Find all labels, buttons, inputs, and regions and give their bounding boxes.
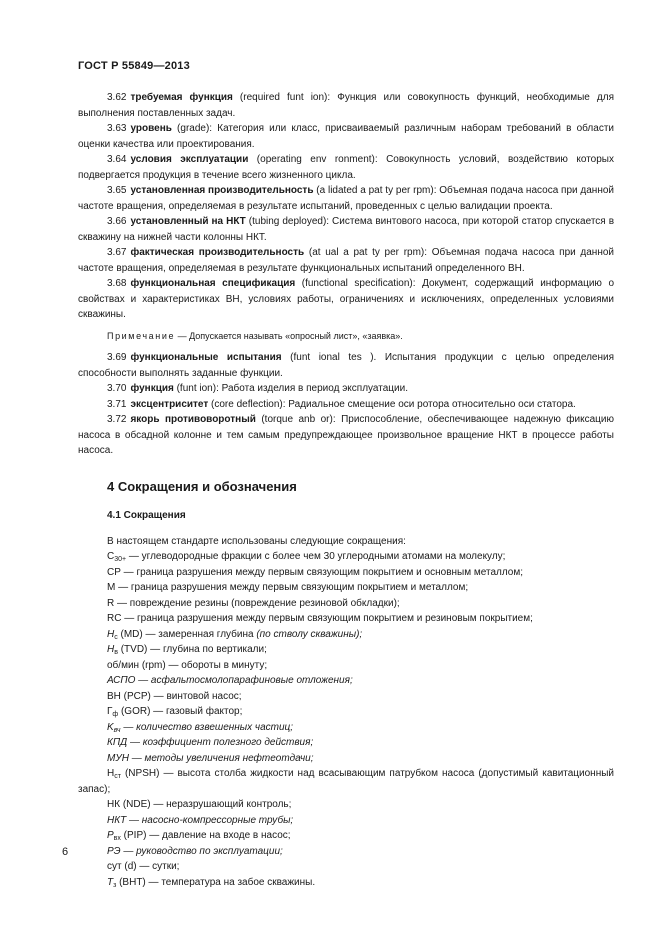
symbol-main: P [107, 830, 114, 841]
term-number: 3.64 [107, 154, 127, 165]
symbol-subscript: 30+ [114, 556, 127, 563]
abbr-text: (BHT) — температура на забое скважины. [116, 876, 316, 888]
symbol-subscript: c [114, 633, 118, 641]
document-body [78, 90, 614, 890]
term-number: 3.71 [107, 398, 127, 410]
term-number: 3.70 [107, 383, 127, 394]
term-entry [78, 397, 614, 413]
subsection-title: 4.1 Сокращения [107, 510, 186, 521]
symbol-main: H [107, 628, 115, 640]
abbr-text: (TVD) — глубина по вертикали; [117, 644, 267, 655]
term-name: функция [130, 383, 174, 394]
term-definition: (operating env ronment): Совокупность условий, воздействию которых подвергается продукция в течение всего жизненного цикла. [78, 154, 614, 181]
term-entry [78, 90, 614, 121]
abbreviations-intro: В настоящем стандарте использованы следующие сокращения: [107, 535, 406, 547]
term-name: фактическая производительность [130, 247, 305, 258]
term-name: функциональные испытания [130, 352, 282, 363]
abbr-item [78, 720, 614, 736]
term-entry [78, 152, 614, 183]
term-definition: (a lidated a pat ty per rpm): Объемная подача насоса при данной частоте вращения, определяемая в результате испытаний, проведенных с целью валидации проекта. [78, 185, 615, 212]
term-entry [78, 245, 614, 276]
term-entry [78, 412, 614, 459]
symbol-subscript: вх [113, 835, 121, 842]
term-number: 3.66 [107, 216, 127, 227]
term-entry [78, 276, 614, 323]
abbr-item: RC — граница разрушения между первым связующим покрытием и резиновым покрытием; [107, 613, 533, 624]
abbr-text: — количество взвешенных частиц; [120, 721, 294, 733]
section-title: 4 Сокращения и обозначения [107, 478, 297, 494]
term-entry [78, 381, 614, 397]
abbr-item: КПД — коэффициент полезного действия; [107, 737, 314, 748]
term-name: требуемая функция [130, 92, 233, 103]
abbr-text-italic: (по стволу скважины); [256, 628, 363, 640]
document-header: ГОСТ Р 55849—2013 [78, 60, 190, 72]
symbol-subscript: в [114, 649, 118, 656]
abbr-item [78, 704, 614, 720]
page-number: 6 [62, 846, 69, 858]
abbr-item: об/мин (rpm) — обороты в минуту; [107, 659, 268, 671]
term-name: установленная производительность [130, 185, 314, 196]
abbr-item: НК (NDE) — неразрушающий контроль; [107, 799, 292, 810]
symbol-main: С [107, 551, 115, 562]
abbr-item [78, 828, 614, 844]
symbol-subscript: з [113, 881, 117, 889]
abbr-item [78, 766, 614, 797]
symbol-main: Г [107, 706, 113, 717]
term-entry [78, 183, 614, 214]
term-definition: (required funt ion): Функция или совокупность функций, необходимые для выполнения поставленных задач. [78, 92, 614, 119]
symbol-subscript: вч [113, 726, 121, 734]
abbr-item: R — повреждение резины (повреждение резиновой обкладки); [107, 597, 400, 609]
note [78, 329, 614, 345]
term-definition: (core deflection): Радиальное смещение оси ротора относительно оси статора. [208, 398, 576, 410]
term-definition: (funt ional tes ). Испытания продукции с целью определения способности выполнять заданные функции. [78, 352, 614, 379]
abbr-text: (NPSH) — высота столба жидкости над всасывающим патрубком насоса (допустимый кавитационный запас); [78, 768, 614, 795]
term-definition: (tubing deployed): Система винтового насоса, при которой статор спускается в скважину на нижней части колонны НКТ. [78, 216, 615, 243]
term-name: уровень [130, 123, 172, 134]
abbr-item [78, 642, 614, 658]
term-name: условия эксплуатации [130, 154, 249, 165]
symbol-subscript: ф [112, 711, 119, 718]
term-number: 3.62 [107, 92, 127, 103]
note-label: Примечание [107, 330, 176, 341]
symbol-subscript: ст [114, 773, 121, 780]
abbr-item: НКТ — насосно-компрессорные трубы; [107, 814, 294, 826]
abbr-text: — углеводородные фракции с более чем 30 углеродными атомами на молекулу; [126, 551, 506, 562]
term-number: 3.63 [107, 123, 127, 134]
abbr-text: (GOR) — газовый фактор; [118, 706, 243, 717]
term-number: 3.72 [107, 414, 127, 425]
term-name: эксцентриситет [130, 398, 209, 410]
abbr-item [78, 875, 614, 891]
symbol-main: H [107, 644, 115, 655]
term-number: 3.68 [107, 278, 127, 289]
term-definition: (funt ion): Работа изделия в период эксплуатации. [173, 383, 408, 394]
abbr-item: СР — граница разрушения между первым связующим покрытием и основным металлом; [107, 566, 523, 578]
term-number: 3.65 [107, 185, 127, 196]
symbol-main: T [107, 876, 114, 888]
abbr-text: (PIP) — давление на входе в насос; [120, 830, 291, 841]
abbr-item: РЭ — руководство по эксплуатации; [107, 845, 283, 857]
term-definition: (torque anb or): Приспособление, обеспечивающее надежную фиксацию насоса в обсадной колонне и тем самым предупреждающее произвольное вращение НКТ в процессе работы насоса. [78, 414, 614, 456]
abbr-item: сут (d) — сутки; [107, 861, 180, 872]
term-entry [78, 350, 614, 381]
symbol-main: H [107, 768, 115, 779]
abbr-item: М — граница разрушения между первым связующим покрытием и металлом; [107, 582, 469, 593]
term-name: установленный на НКТ [130, 216, 246, 227]
term-definition: (grade): Категория или класс, присваиваемый различным наборам требований в области оценки качества или проектирования. [78, 123, 614, 150]
term-number: 3.69 [107, 352, 127, 363]
abbr-text: (MD) — замеренная глубина [117, 628, 257, 640]
term-entry [78, 214, 614, 245]
term-entry [78, 121, 614, 152]
abbr-item: ВН (PCP) — винтовой насос; [107, 690, 242, 702]
symbol-main: K [107, 721, 114, 733]
abbr-item: АСПО — асфальтосмолопарафиновые отложения; [107, 675, 353, 686]
note-text: — Допускается называть «опросный лист», «заявка». [175, 330, 403, 341]
term-number: 3.67 [107, 247, 127, 258]
term-definition: (at ual a pat ty per rpm): Объемная подача насоса при данной частоте вращения, определяемая в результате функциональных испытаний определенного ВН. [78, 247, 614, 274]
term-name: якорь противоворотный [130, 414, 256, 425]
term-name: функциональная спецификация [130, 278, 296, 289]
abbr-item: МУН — методы увеличения нефтеотдачи; [107, 752, 314, 764]
abbr-item [78, 549, 614, 565]
abbr-item [78, 627, 614, 643]
term-definition: (functional specification): Документ, содержащий информацию о свойствах и характеристиках ВН, условиях работы, ограничениях и исключениях, определенных условиями скважины. [78, 278, 615, 320]
